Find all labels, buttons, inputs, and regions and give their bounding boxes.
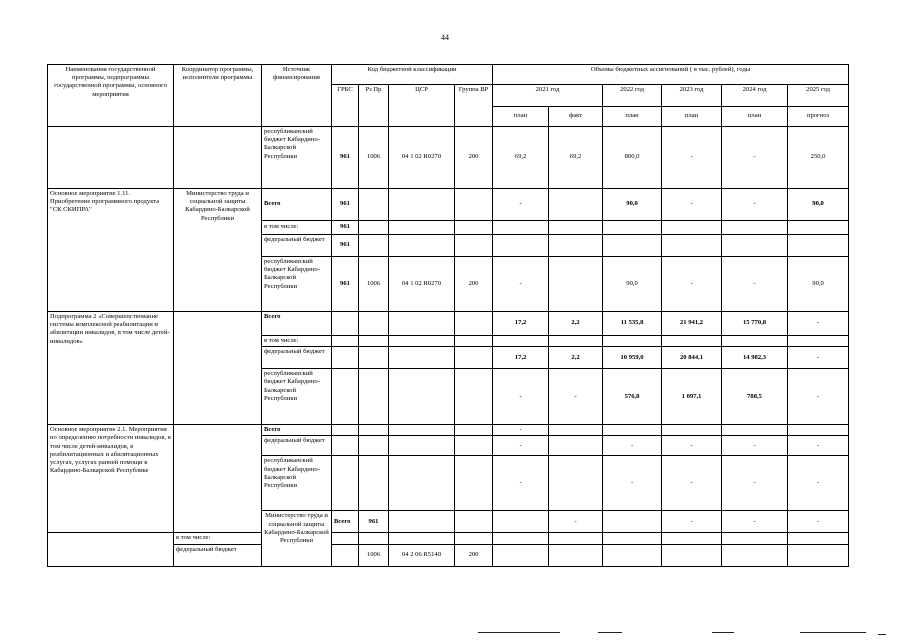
table-cell: [332, 369, 359, 425]
r1-2021-plan: 69,2: [493, 127, 549, 189]
table-cell: [359, 369, 389, 425]
table-cell: [788, 221, 849, 235]
sub2-total-2021-plan: 17,2: [493, 312, 549, 336]
table-cell: [359, 336, 389, 347]
table-cell: [174, 425, 262, 533]
m21-fed-2022: -: [603, 436, 662, 456]
table-cell: [549, 456, 603, 511]
scan-mark: [878, 634, 886, 635]
table-cell: [455, 347, 493, 369]
table-cell: [332, 336, 359, 347]
table-cell: [788, 235, 849, 257]
m111-total-2025: 90,0: [788, 189, 849, 221]
table-cell: [493, 221, 549, 235]
scan-mark: [800, 632, 866, 633]
table-cell: [455, 336, 493, 347]
scan-mark: [712, 632, 734, 633]
table-cell: [662, 533, 722, 544]
m21-fed2-rzpr: 1006: [359, 544, 389, 566]
m111-rep-vr: 200: [455, 257, 493, 312]
m21-fed-2024: -: [722, 436, 788, 456]
header-2022-plan: план: [603, 107, 662, 127]
m21-rep-2022: -: [603, 456, 662, 511]
m111-total-2023: -: [662, 189, 722, 221]
header-2021-plan: план: [493, 107, 549, 127]
r1-2025: 250,0: [788, 127, 849, 189]
table-cell: [549, 189, 603, 221]
header-rzpr: Рз Пр: [359, 85, 389, 127]
table-cell: [549, 257, 603, 312]
m21-rep-source: республиканский бюджет Кабардино-Балкарской Республики: [262, 456, 332, 511]
header-2023-plan: план: [662, 107, 722, 127]
table-cell: [332, 425, 359, 436]
header-volumes: Объемы бюджетных ассигнований ( в тыс. рублей), годы: [493, 65, 849, 85]
m111-fed-source: федеральный бюджет: [262, 235, 332, 257]
table-cell: [549, 544, 603, 566]
m21-total2-2024: -: [788, 511, 849, 533]
m21-fed2-csr: 04 2 06 R5140: [389, 544, 455, 566]
table-cell: [549, 336, 603, 347]
table-cell: [662, 336, 722, 347]
table-cell: [332, 436, 359, 456]
m21-fed-2021-plan: -: [493, 436, 549, 456]
m111-coordinator: Министерство труда и социальной защиты Кабардино-Балкарской Республики: [174, 189, 262, 312]
table-cell: [662, 425, 722, 436]
m111-fed-grbs: 961: [332, 235, 359, 257]
header-2025: 2025 год: [788, 85, 849, 107]
sub2-name: Подпрограмма 2 «Совершенствование системы комплексной реабилитации и абилитации инвалидов, в том числе детей-инвалидов»: [48, 312, 174, 425]
header-2024-plan: план: [722, 107, 788, 127]
table-cell: [389, 425, 455, 436]
table-cell: [389, 336, 455, 347]
header-grbs: ГРБС: [332, 85, 359, 127]
m111-rep-2024: -: [722, 257, 788, 312]
table-cell: [455, 369, 493, 425]
table-cell: [389, 235, 455, 257]
table-cell: [722, 235, 788, 257]
table-cell: [722, 336, 788, 347]
table-cell: [48, 127, 174, 189]
m111-total-2021-plan: -: [493, 189, 549, 221]
sub2-total-2025: -: [788, 312, 849, 336]
table-cell: [493, 336, 549, 347]
sub2-fed-2021-plan: 17,2: [493, 347, 549, 369]
table-cell: [722, 544, 788, 566]
m111-rep-2025: 90,0: [788, 257, 849, 312]
header-source: Источник финансирования: [262, 65, 332, 127]
table-cell: [788, 544, 849, 566]
table-cell: [455, 436, 493, 456]
table-cell: [359, 235, 389, 257]
sub2-rep-source: республиканский бюджет Кабардино-Балкарской Республики: [262, 369, 332, 425]
table-cell: [493, 511, 549, 533]
sub2-fed-source: федеральный бюджет: [262, 347, 332, 369]
sub2-fed-2025: -: [788, 347, 849, 369]
table-cell: [455, 312, 493, 336]
table-cell: [455, 235, 493, 257]
m111-rep-2023: -: [662, 257, 722, 312]
m111-rep-source: республиканский бюджет Кабардино-Балкарской Республики: [262, 257, 332, 312]
table-cell: [788, 336, 849, 347]
table-cell: [389, 312, 455, 336]
sub2-incl-source: в том числе:: [262, 336, 332, 347]
table-cell: [359, 221, 389, 235]
table-cell: [455, 221, 493, 235]
r1-2021-fact: 69,2: [549, 127, 603, 189]
r1-vr: 200: [455, 127, 493, 189]
table-cell: [389, 369, 455, 425]
table-cell: [722, 533, 788, 544]
sub2-rep-2023: 1 097,1: [662, 369, 722, 425]
m111-rep-csr: 04 1 02 R0270: [389, 257, 455, 312]
table-cell: [455, 425, 493, 436]
sub2-rep-2021-fact: -: [549, 369, 603, 425]
m21-rep-2024: -: [722, 456, 788, 511]
m21-total2-2022: -: [662, 511, 722, 533]
header-2021-fact: факт: [549, 107, 603, 127]
m21-total-2021-plan: -: [493, 425, 549, 436]
sub2-total-source: Всего: [262, 312, 332, 336]
table-cell: [788, 425, 849, 436]
table-cell: [332, 456, 359, 511]
table-cell: [603, 511, 662, 533]
table-cell: [603, 221, 662, 235]
m21-fed-2025: -: [788, 436, 849, 456]
header-2024: 2024 год: [722, 85, 788, 107]
table-cell: [493, 235, 549, 257]
header-vr: Группа ВР: [455, 85, 493, 127]
m21-total2-2021-plan: -: [549, 511, 603, 533]
table-cell: [359, 347, 389, 369]
sub2-fed-2021-fact: 2,2: [549, 347, 603, 369]
m111-total-grbs: 961: [332, 189, 359, 221]
sub2-fed-2023: 20 844,1: [662, 347, 722, 369]
m21-fed-2023: -: [662, 436, 722, 456]
table-cell: [389, 221, 455, 235]
table-cell: [662, 544, 722, 566]
m21-rep-2021-plan: -: [493, 456, 549, 511]
table-cell: [389, 511, 455, 533]
table-cell: [549, 425, 603, 436]
table-cell: [455, 533, 493, 544]
header-csr: ЦСР: [389, 85, 455, 127]
m21-fed2-source: федеральный бюджет: [174, 544, 262, 566]
r1-2024: -: [722, 127, 788, 189]
table-cell: [788, 533, 849, 544]
sub2-fed-2024: 14 982,3: [722, 347, 788, 369]
table-cell: [455, 511, 493, 533]
table-cell: [603, 544, 662, 566]
table-cell: [332, 544, 359, 566]
budget-table: [47, 64, 849, 567]
m111-rep-2022: 90,0: [603, 257, 662, 312]
m21-fed-source: федеральный бюджет: [262, 436, 332, 456]
table-cell: [455, 189, 493, 221]
m21-incl2-source: в том числе:: [174, 533, 262, 544]
table-cell: [359, 189, 389, 221]
table-cell: [549, 533, 603, 544]
table-cell: [174, 127, 262, 189]
table-cell: [455, 456, 493, 511]
header-name: Наименования государственной программы, подпрограммы государственной программы, основного мероприятия: [48, 65, 174, 127]
table-cell: [603, 533, 662, 544]
m21-total2-2023: -: [722, 511, 788, 533]
sub2-total-2021-fact: 2,2: [549, 312, 603, 336]
m111-total-2024: -: [722, 189, 788, 221]
table-cell: [662, 235, 722, 257]
m111-total-source: Всего: [262, 189, 332, 221]
header-2021: 2021 год: [493, 85, 603, 107]
table-cell: [389, 347, 455, 369]
table-cell: [359, 312, 389, 336]
m21-name: Основное мероприятие 2.1. Мероприятия по определению потребности инвалидов, в том числе детей-инвалидов, в реабилитационных и абилитационных услугах, услугах ранней помощи в Кабардино-Балкарской Республике: [48, 425, 174, 533]
sub2-rep-2022: 576,8: [603, 369, 662, 425]
table-cell: [332, 533, 359, 544]
header-2023: 2023 год: [662, 85, 722, 107]
table-cell: [549, 436, 603, 456]
table-cell: [603, 235, 662, 257]
sub2-fed-2022: 10 959,0: [603, 347, 662, 369]
sub2-rep-2025: -: [788, 369, 849, 425]
scan-mark: [598, 632, 622, 633]
scan-mark: [478, 632, 560, 633]
table-cell: [662, 221, 722, 235]
table-cell: [332, 347, 359, 369]
table-cell: [493, 533, 549, 544]
sub2-total-2024: 15 770,8: [722, 312, 788, 336]
table-cell: [389, 533, 455, 544]
m21-total2-grbs: 961: [359, 511, 389, 533]
header-2025-forecast: прогноз: [788, 107, 849, 127]
m21-coordinator: Министерство труда и социальной защиты Кабардино-Балкарской Республики: [262, 511, 332, 566]
table-cell: [603, 336, 662, 347]
table-cell: [389, 189, 455, 221]
r1-csr: 04 1 02 R0270: [389, 127, 455, 189]
m111-incl-source: в том числе:: [262, 221, 332, 235]
sub2-rep-2024: 788,5: [722, 369, 788, 425]
table-cell: [389, 456, 455, 511]
table-cell: [493, 544, 549, 566]
m111-rep-grbs: 961: [332, 257, 359, 312]
sub2-total-2022: 11 535,8: [603, 312, 662, 336]
r1-2023: -: [662, 127, 722, 189]
r1-source: республиканский бюджет Кабардино-Балкарской Республики: [262, 127, 332, 189]
m21-total2-source: Всего: [332, 511, 359, 533]
r1-grbs: 961: [332, 127, 359, 189]
m111-total-2022: 90,0: [603, 189, 662, 221]
table-cell: [549, 235, 603, 257]
m21-rep-2023: -: [662, 456, 722, 511]
m111-rep-2021-plan: -: [493, 257, 549, 312]
m21-total-source: Всего: [262, 425, 332, 436]
table-cell: [722, 425, 788, 436]
table-cell: [48, 533, 174, 566]
table-cell: [722, 221, 788, 235]
m21-rep-2025: -: [788, 456, 849, 511]
sub2-rep-2021-plan: -: [493, 369, 549, 425]
header-coordinator: Координатор программы, исполнители программы: [174, 65, 262, 127]
r1-2022: 800,0: [603, 127, 662, 189]
table-cell: [359, 456, 389, 511]
m111-rep-rzpr: 1006: [359, 257, 389, 312]
page-number: 44: [441, 33, 449, 42]
table-cell: [389, 436, 455, 456]
table-cell: [549, 221, 603, 235]
table-cell: [174, 312, 262, 425]
table-cell: [359, 436, 389, 456]
sub2-total-2023: 21 941,2: [662, 312, 722, 336]
table-cell: [359, 533, 389, 544]
header-code: Код бюджетной классификации: [332, 65, 493, 85]
r1-rzpr: 1006: [359, 127, 389, 189]
m111-name: Основное мероприятие 1.11. Приобретение программного продукта "СК СКИПРА": [48, 189, 174, 312]
m111-incl-grbs: 961: [332, 221, 359, 235]
table-cell: [359, 425, 389, 436]
table-cell: [332, 312, 359, 336]
header-2022: 2022 год: [603, 85, 662, 107]
table-cell: [603, 425, 662, 436]
m21-fed2-vr: 200: [455, 544, 493, 566]
